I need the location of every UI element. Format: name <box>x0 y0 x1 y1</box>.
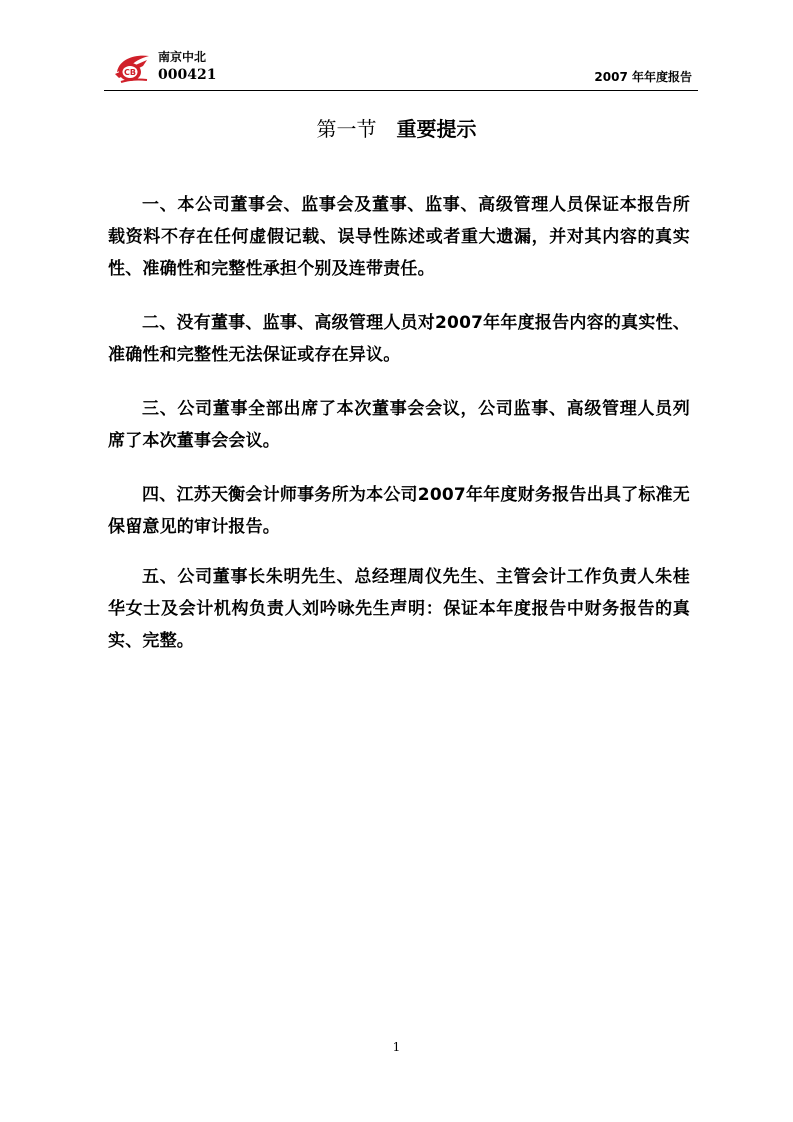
svg-text:CB: CB <box>124 68 136 77</box>
page-number: 1 <box>392 1040 401 1054</box>
section-name: 重要提示 <box>396 117 477 141</box>
notice-paragraph-5: 五、公司董事长朱明先生、总经理周仪先生、主管会计工作负责人朱桂华女士及会计机构负责人刘吟咏先生声明：保证本年度报告中财务报告的真实、完整。 <box>108 567 690 651</box>
company-name: 南京中北 <box>158 50 207 64</box>
notice-paragraph-4: 四、江苏天衡会计师事务所为本公司2007年年度财务报告出具了标准无保留意见的审计报告。 <box>108 485 690 537</box>
notice-paragraph-3: 三、公司董事全部出席了本次董事会会议，公司监事、高级管理人员列席了本次董事会会议。 <box>108 399 690 451</box>
section-number: 第一节 <box>316 117 377 141</box>
section-title <box>0 117 793 141</box>
stock-code: 000421 <box>158 67 217 83</box>
company-logo-icon <box>113 50 153 86</box>
notice-paragraph-1: 一、本公司董事会、监事会及董事、监事、高级管理人员保证本报告所载资料不存在任何虚假记载、误导性陈述或者重大遗漏，并对其内容的真实性、准确性和完整性承担个别及连带责任。 <box>108 195 690 279</box>
company-info <box>158 50 216 84</box>
notice-paragraph-2: 二、没有董事、监事、高级管理人员对2007年年度报告内容的真实性、准确性和完整性无法保证或存在异议。 <box>108 313 690 365</box>
report-title: 2007 年年度报告 <box>594 70 692 84</box>
page-header <box>104 44 698 91</box>
